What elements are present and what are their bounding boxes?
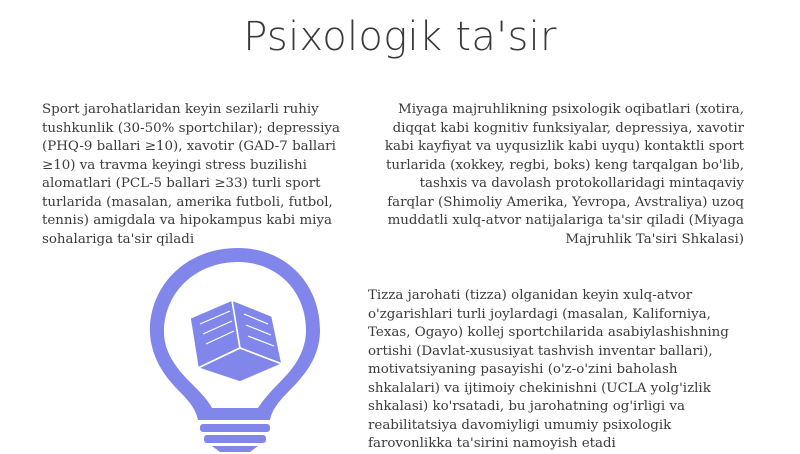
lightbulb-with-book-icon xyxy=(120,240,360,452)
slide-title: Psixologik ta'sir xyxy=(243,14,557,60)
paragraph-knee-injury: Tizza jarohati (tizza) olganidan keyin xulq-atvor o'zgarishlari turli joylardagi (masalan, Kaliforniya, Texas, Ogayo) kollej sportchilarida asabiylashishning ortishi (Davlat-xususiyat tashvish inventar ballari), motivatsiyaning pasayishi (o'z-o'zini baholash shkalalari) va ijtimoiy chekinishni (UCLA yolg'izlik shkalasi) ko'rsatadi, bu jarohatning og'irligi va reabilitatsiya davomiyligi umumiy psixologik farovonlikka ta'sirini namoyish etadi xyxy=(368,288,729,451)
paragraph-concussion: Miyaga majruhlikning psixologik oqibatlari (xotira, diqqat kabi kognitiv funksiyalar, depressiya, xavotir kabi kayfiyat va uyqusizlik kabi uyqu) kontaktli sport turlarida (xokkey, regbi, boks) keng tarqalgan bo'lib, tashxis va davolash protokollaridagi mintaqaviy farqlar (Shimoliy Amerika, Yevropa, Avstraliya) uzoq muddatli xulq-atvor natijalariga ta'sir qiladi (Miyaga Majruhlik Ta'siri Shkalasi) xyxy=(384,102,744,247)
paragraph-mental-health: Sport jarohatlaridan keyin sezilarli ruhiy tushkunlik (30-50% sportchilar); depressiya (PHQ-9 ballari ≥10), xavotir (GAD-7 ballari ≥10) va travma keyingi stress buzilishi alomatlari (PCL-5 ballari ≥33) turli sport turlarida (masalan, amerika futboli, futbol, tennis) amigdala va hipokampus kabi miya sohalariga ta'sir qiladi xyxy=(42,102,340,247)
